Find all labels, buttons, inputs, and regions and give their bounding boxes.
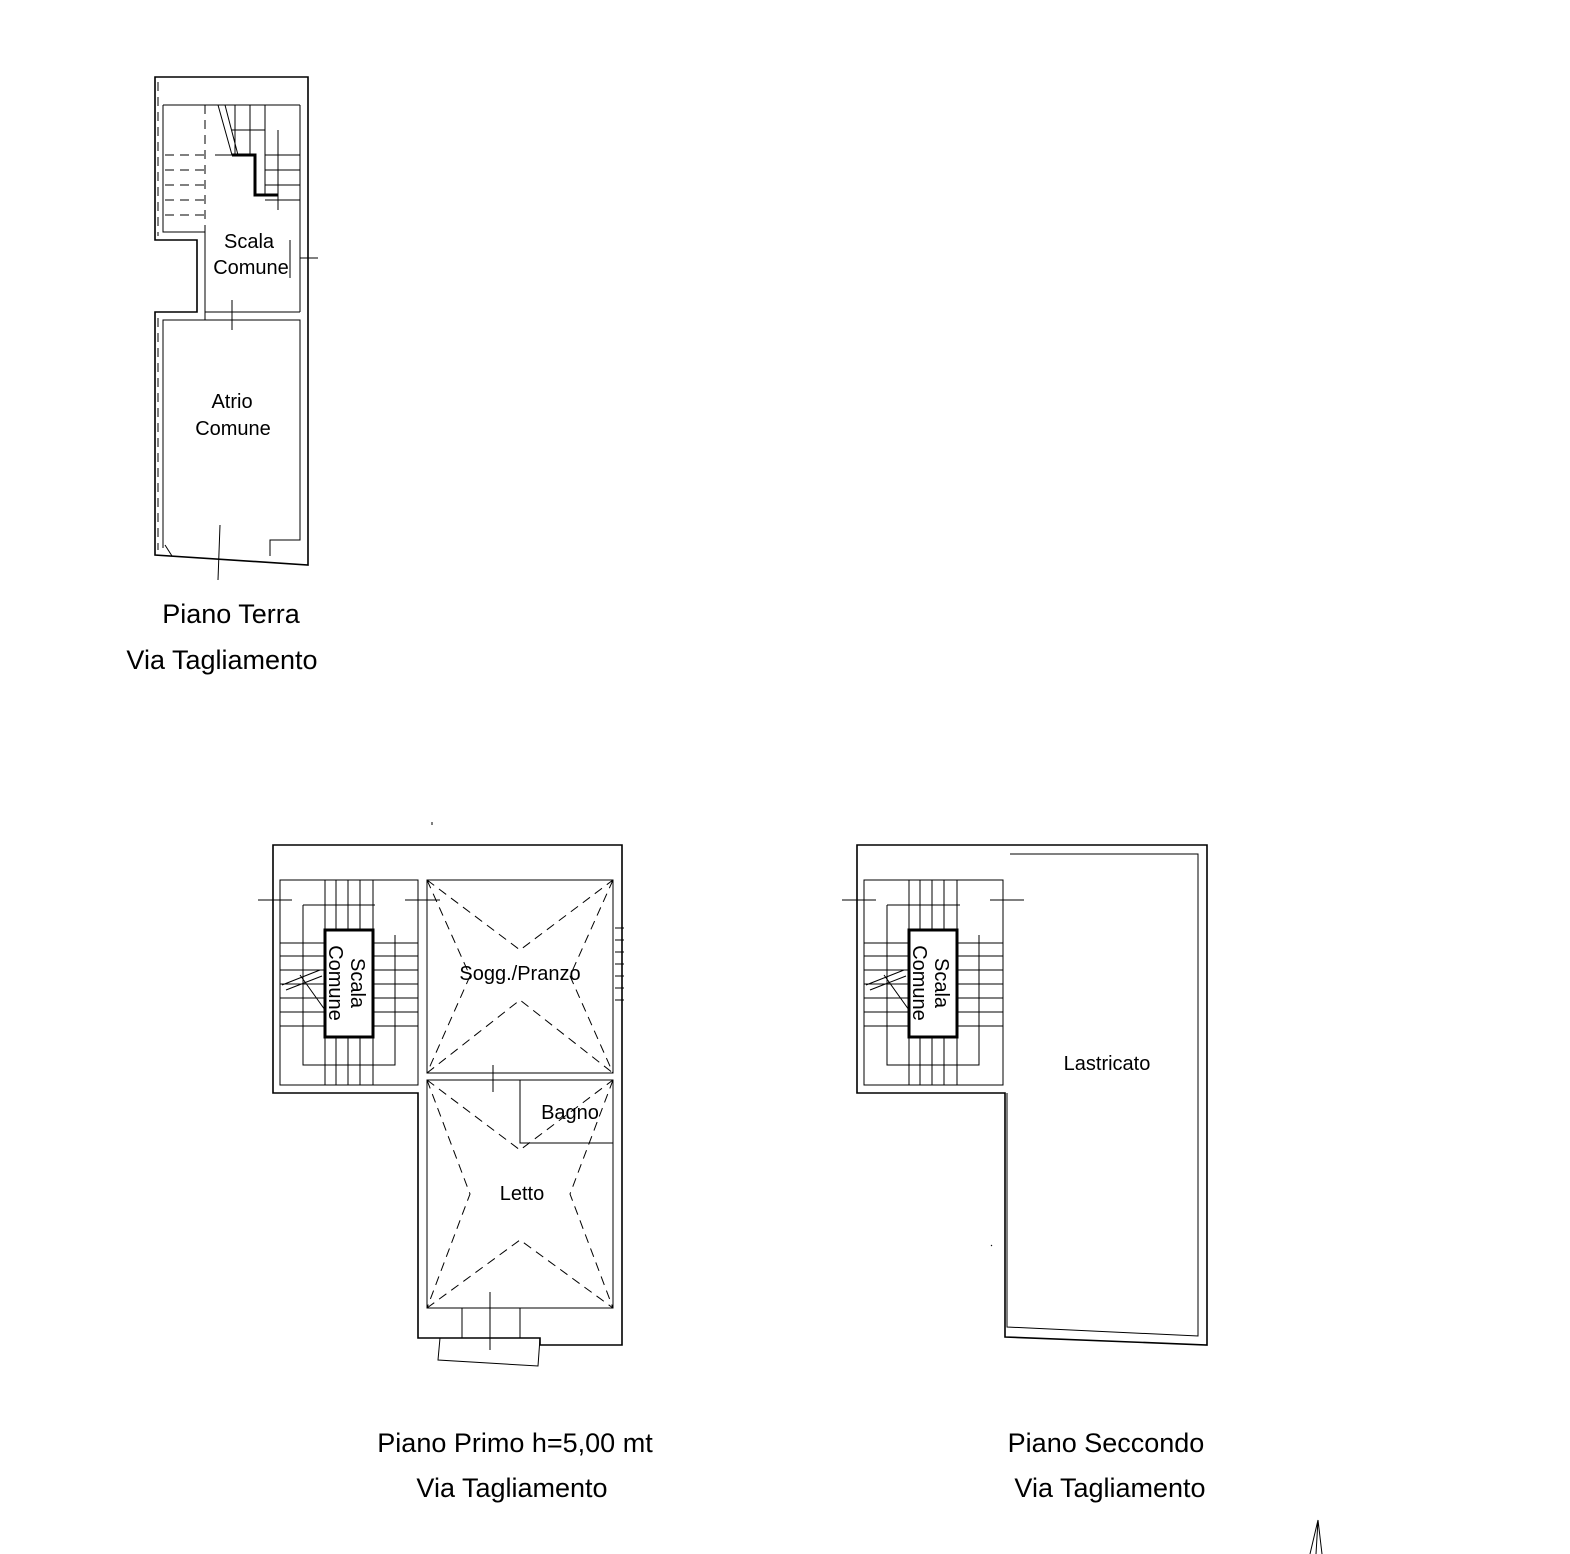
second-floor-street: Via Tagliamento <box>1014 1473 1206 1503</box>
stair-label-vertical <box>908 945 952 1021</box>
room-label-comune: Comune <box>213 257 289 279</box>
room-label-comune: Comune <box>324 945 346 1021</box>
first-floor-title: Piano Primo h=5,00 mt <box>377 1428 653 1458</box>
ground-floor-plan <box>126 77 318 675</box>
room-label-comune: Comune <box>195 418 271 440</box>
ground-stair-steps <box>165 105 300 232</box>
room-label-scala: Scala <box>346 957 368 1009</box>
room-label-scala: Scala <box>930 957 952 1009</box>
room-label-lastricato: Lastricato <box>1063 1053 1151 1075</box>
room-label-bagno: Bagno <box>541 1102 599 1124</box>
ground-floor-street: Via Tagliamento <box>126 645 318 675</box>
ground-floor-title: Piano Terra <box>162 599 300 629</box>
room-label-comune: Comune <box>908 945 930 1021</box>
stair-label-vertical <box>324 945 368 1021</box>
room-label-atrio: Atrio <box>211 391 253 413</box>
room-label-scala: Scala <box>223 231 275 253</box>
second-floor-plan <box>842 845 1207 1503</box>
north-arrow-icon <box>1310 1520 1322 1554</box>
first-floor-street: Via Tagliamento <box>416 1473 608 1503</box>
second-floor-title: Piano Seccondo <box>1007 1428 1205 1458</box>
ground-room-stair-label <box>213 231 289 279</box>
room-label-letto: Letto <box>499 1183 545 1205</box>
room-label-sogg-pranzo: Sogg./Pranzo <box>459 963 581 985</box>
ground-room-atrium-label <box>195 391 271 440</box>
first-floor-plan <box>258 822 653 1503</box>
